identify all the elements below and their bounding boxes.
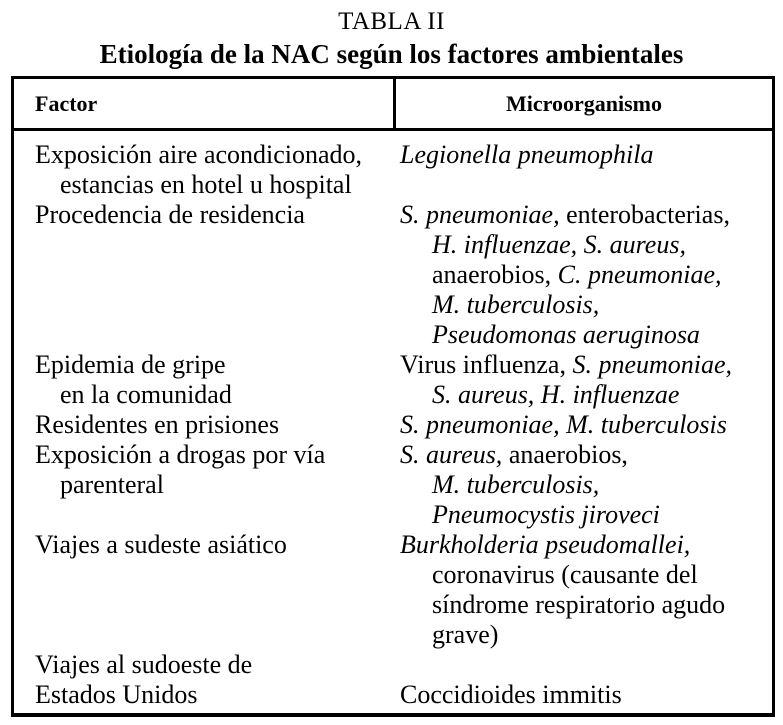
factor-cell: Residentes en prisiones [35, 410, 280, 439]
microorganism-text: síndrome respiratorio agudo [432, 590, 726, 619]
microorganism-name: H. influenzae, S. aureus, [432, 230, 686, 259]
factor-cell: estancias en hotel u hospital [60, 170, 352, 199]
table-row [14, 350, 772, 380]
table-row [14, 560, 772, 590]
table-row [14, 410, 772, 440]
table-row [14, 260, 772, 290]
microorganism-cell [396, 260, 772, 290]
factor-cell [14, 260, 396, 290]
microorganism-cell [396, 380, 772, 410]
microorganism-name: S. pneumoniae, [572, 350, 733, 379]
microorganism-name: Pneumocystis jiroveci [432, 500, 660, 529]
table-row [14, 230, 772, 260]
table-row [14, 380, 772, 410]
column-header-factor: Factor [14, 79, 396, 128]
microorganism-name: M. tuberculosis, [432, 470, 600, 499]
table-row [14, 650, 772, 680]
microorganism-text: anaerobios, [502, 440, 628, 469]
microorganism-name: C. pneumoniae, [557, 260, 722, 289]
table-row [14, 590, 772, 620]
microorganism-name: S. pneumoniae, [400, 200, 560, 229]
factor-cell: Exposición a drogas por vía [35, 440, 326, 469]
microorganism-cell [396, 590, 772, 620]
microorganism-cell [396, 470, 772, 500]
microorganism-name: S. aureus, [400, 440, 503, 469]
factor-cell: Epidemia de gripe [35, 350, 226, 379]
microorganism-cell [396, 560, 772, 590]
table-row [14, 530, 772, 560]
factor-cell [14, 230, 396, 260]
microorganism-cell [396, 410, 772, 440]
table-title: TABLA II [338, 8, 445, 35]
table-row [14, 200, 772, 230]
microorganism-cell [396, 350, 772, 380]
microorganism-name: M. tuberculosis, [432, 290, 600, 319]
microorganism-cell [396, 230, 772, 260]
factor-cell [14, 620, 396, 650]
microorganism-text: anaerobios, [432, 260, 558, 289]
factor-cell [14, 320, 396, 350]
microorganism-text: Virus influenza, [400, 350, 573, 379]
microorganism-cell [396, 500, 772, 530]
microorganism-cell [396, 200, 772, 230]
factor-cell: en la comunidad [60, 380, 232, 409]
factor-cell: parenteral [60, 470, 164, 499]
table-row [14, 500, 772, 530]
microorganism-text: coronavirus (causante del [432, 560, 698, 589]
microorganism-name: S. pneumoniae, M. tuberculosis [400, 410, 727, 439]
factor-cell: Viajes al sudoeste de [35, 650, 253, 679]
column-header-microorganism: Microorganismo [505, 90, 662, 116]
microorganism-text: Coccidioides immitis [400, 680, 622, 709]
microorganism-name: Legionella pneumophila [400, 140, 654, 169]
microorganism-name: Burkholderia pseudomallei, [400, 530, 691, 559]
microorganism-name: Pseudomonas aeruginosa [432, 320, 700, 349]
microorganism-text: grave) [432, 620, 499, 649]
microorganism-text: enterobacterias, [559, 200, 730, 229]
table-subtitle: Etiología de la NAC según los factores ambientales [99, 39, 684, 69]
microorganism-cell [396, 650, 772, 680]
microorganism-cell [396, 290, 772, 320]
microorganism-cell [396, 170, 772, 200]
table-row [14, 620, 772, 650]
table-header-row [14, 79, 772, 131]
microorganism-cell [396, 140, 772, 170]
microorganism-cell [396, 530, 772, 560]
microorganism-cell [396, 440, 772, 470]
factor-cell [14, 290, 396, 320]
factor-cell: Exposición aire acondicionado, [35, 140, 363, 169]
table-body [14, 131, 772, 713]
factor-cell: Procedencia de residencia [35, 200, 305, 229]
table-row [14, 170, 772, 200]
microorganism-cell [396, 620, 772, 650]
table-row [14, 680, 772, 710]
table-row [14, 440, 772, 470]
microorganism-cell [396, 680, 772, 710]
factor-cell [14, 560, 396, 590]
factor-cell: Estados Unidos [35, 680, 198, 709]
table-row [14, 140, 772, 170]
microorganism-cell [396, 320, 772, 350]
factor-cell [14, 500, 396, 530]
factor-cell [14, 590, 396, 620]
etiology-table [11, 76, 775, 717]
table-row [14, 320, 772, 350]
factor-cell: Viajes a sudeste asiático [35, 530, 287, 559]
table-row [14, 470, 772, 500]
microorganism-name: S. aureus, H. influenzae [432, 380, 680, 409]
table-row [14, 290, 772, 320]
